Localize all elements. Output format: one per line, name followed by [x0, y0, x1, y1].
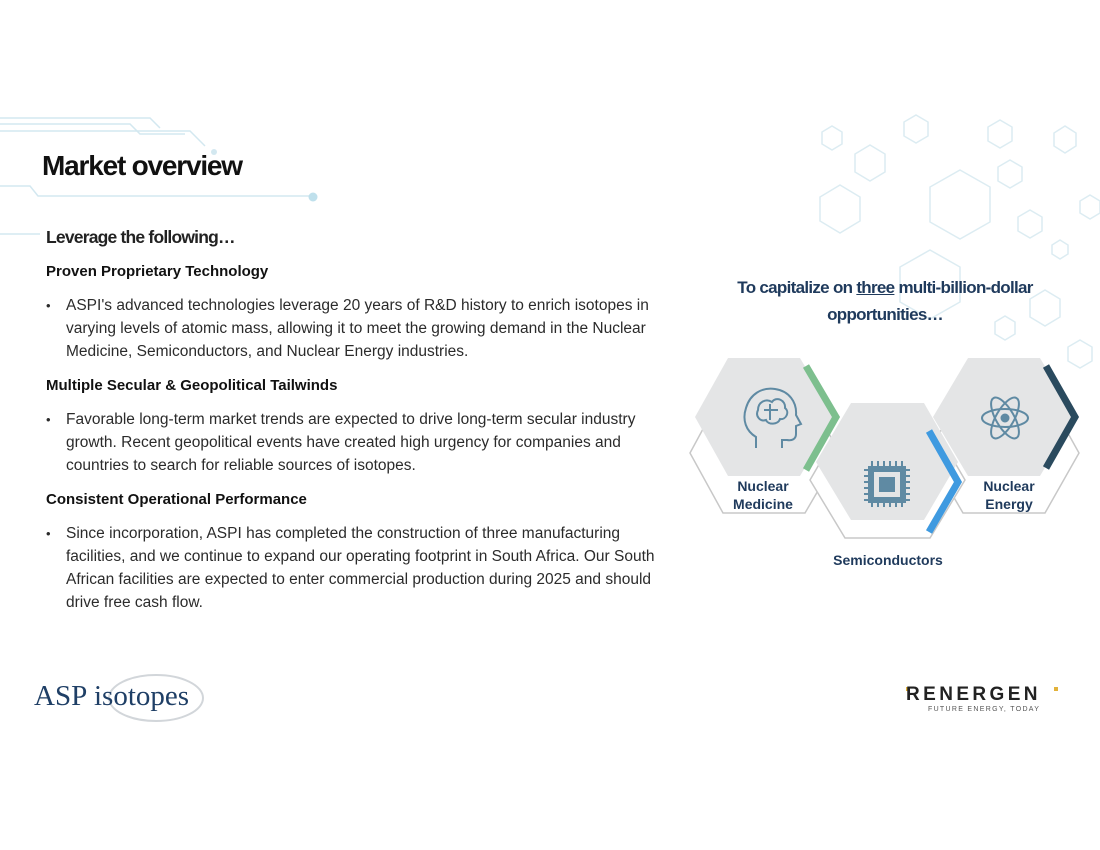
section-heading: Consistent Operational Performance — [46, 491, 307, 508]
asp-isotopes-logo — [28, 672, 208, 728]
tagline-start: To capitalize on — [737, 278, 857, 297]
bullet-text: ASPI's advanced technologies leverage 20 years of R&D history to enrich isotopes in varying levels of atomic mass, allowing it to meet the growing demand in the Nuclear Medicine, Semiconductors, and Nuclear Energy industries. — [66, 297, 649, 360]
label-medicine-line1: Nuclear — [737, 478, 789, 494]
intro-heading: Leverage the following… — [46, 227, 235, 247]
section-heading: Multiple Secular & Geopolitical Tailwinds — [46, 377, 338, 394]
logo-text-renergen: RENERGEN — [906, 684, 1041, 705]
chip-icon — [864, 461, 910, 507]
logo-tagline: FUTURE ENERGY, TODAY — [928, 706, 1041, 713]
label-semiconductors: Semiconductors — [833, 552, 943, 568]
renergen-logo — [906, 684, 1066, 718]
bullet-dot-icon: • — [46, 298, 51, 313]
label-energy-line1: Nuclear — [983, 478, 1035, 494]
tagline-highlight: three — [856, 278, 895, 297]
bullet-dot-icon: • — [46, 526, 51, 541]
label-medicine-line2: Medicine — [733, 496, 793, 512]
label-energy-line2: Energy — [985, 496, 1033, 512]
logo-text-asp: ASP — [34, 680, 88, 712]
page-title: Market overview — [42, 150, 242, 181]
bullet-text: Favorable long-term market trends are expected to drive long-term secular industry growth. Recent geopolitical events have created high urgency for companies and countries to search for reliable sources of isotopes. — [66, 411, 636, 474]
tagline-end: multi-billion-dollar opportunities… — [827, 278, 1033, 324]
bullet-text: Since incorporation, ASPI has completed the construction of three manufacturing facilities, and we continue to expand our operating footprint in South Africa. Our South African facilities are expected to enter commercial production during 2025 and should drive free cash flow. — [66, 525, 655, 611]
logo-text-isotopes: isotopes — [94, 680, 190, 712]
section-heading: Proven Proprietary Technology — [46, 263, 269, 280]
bullet-dot-icon: • — [46, 412, 51, 427]
